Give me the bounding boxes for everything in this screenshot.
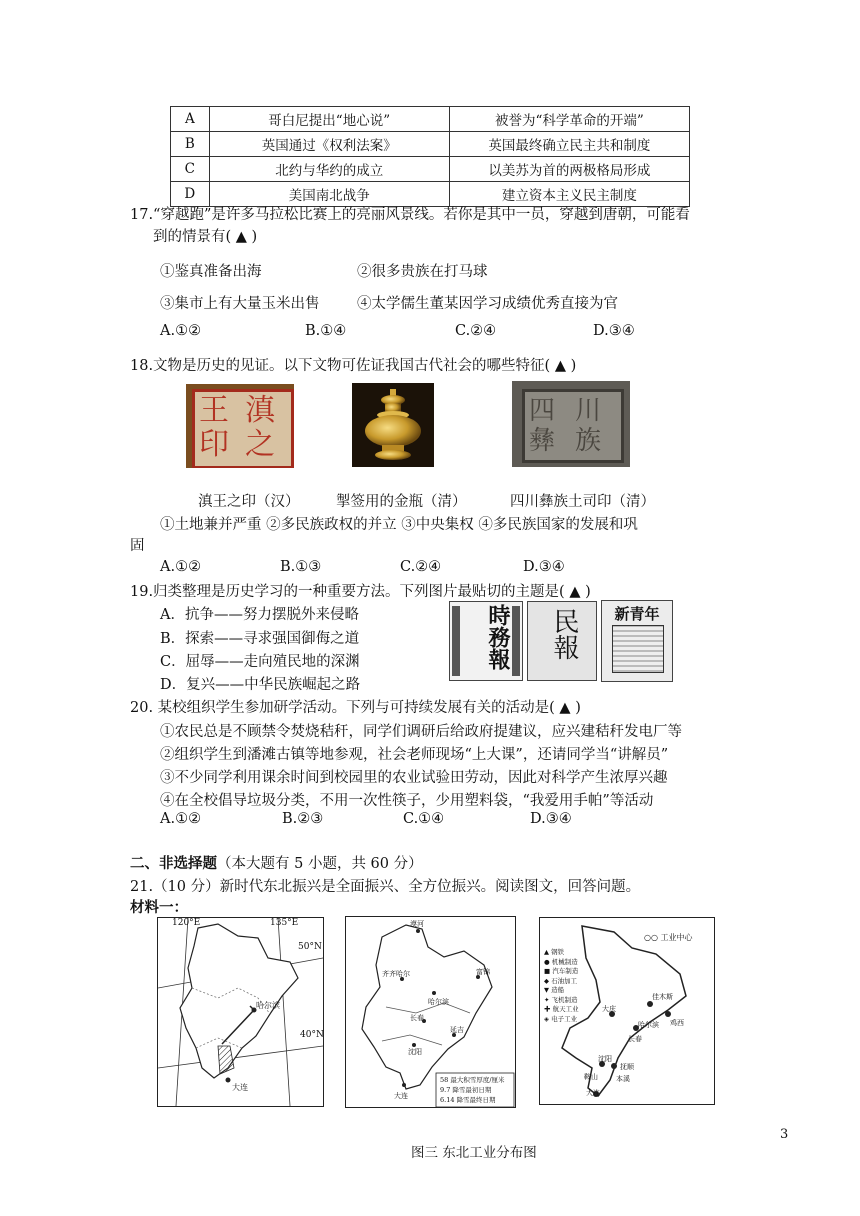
q18-caption-2: 掣签用的金瓶（清）: [336, 494, 467, 510]
q20-option-d: D.③④: [530, 811, 572, 827]
map-legend-item: ◈ 电子工业: [544, 1014, 578, 1023]
q18-caption-1: 滇王之印（汉）: [198, 494, 300, 510]
q21-material-label: 材料一：: [130, 899, 188, 916]
option-event: 英国通过《权利法案》: [209, 132, 449, 157]
magazine-title: 新青年: [614, 605, 660, 623]
map-legend-item: 58 最大积雪厚度/厘米: [440, 1076, 505, 1084]
map-city-label: 鸡西: [670, 1019, 684, 1027]
q18-statements-wrap: 固: [130, 538, 145, 554]
q19-option-b: B．探索——寻求强国御侮之道: [160, 631, 360, 647]
option-key: B: [171, 132, 210, 157]
q16-options-table: [170, 106, 690, 207]
golden-urn-image: [352, 383, 434, 467]
legend-label: 造船: [551, 986, 565, 994]
option-key: D: [171, 182, 210, 207]
map-city-label: 佳木斯: [652, 993, 673, 1001]
legend-label: 汽车制造: [552, 967, 579, 975]
map-legend-item: ◆ 石油加工: [544, 976, 578, 985]
map-city-label: 抚顺: [620, 1063, 634, 1071]
seal-char: 滇: [245, 393, 275, 428]
map-legend-item: 6.14 降雪最终日期: [440, 1096, 496, 1104]
q17-statement-4: ④太学儒生董某因学习成绩优秀直接为官: [357, 296, 618, 312]
q17-statement-3: ③集市上有大量玉米出售: [160, 296, 320, 312]
section-title: 二、非选择题: [130, 855, 217, 872]
map-label: 50°N: [298, 942, 322, 952]
q20-statement-4: ④在全校倡导垃圾分类，不用一次性筷子，少用塑料袋，“我爱用手帕”等活动: [160, 793, 654, 809]
q17-option-d: D.③④: [593, 323, 635, 339]
map-legend-title-text: 工业中心: [660, 933, 693, 942]
q18-caption-3: 四川彝族土司印（清）: [510, 494, 655, 510]
q17-stem-line2: 到的情景有( ▲ ): [153, 229, 258, 245]
option-key: A: [171, 107, 210, 132]
option-evaluation: 英国最终确立民主共和制度: [449, 132, 689, 157]
seal-face: [192, 389, 294, 468]
map-legend-item: ▲ 钢铁: [544, 948, 565, 956]
q19-option-a: A．抗争——努力摆脱外来侵略: [160, 607, 359, 623]
q19-stem: 19.归类整理是历史学习的一种重要方法。下列图片最贴切的主题是( ▲ ): [130, 584, 591, 600]
seal-char: 四: [529, 396, 556, 426]
map-city-label: 鞍山: [584, 1073, 598, 1081]
q20-statement-2: ②组织学生到潘滩古镇等地参观，社会老师现场“上大课”，还请同学当“讲解员”: [160, 747, 669, 763]
map-label: 40°N: [300, 1030, 324, 1040]
legend-label: 机械制造: [551, 957, 578, 966]
q17-statement-2: ②很多贵族在打马球: [357, 264, 488, 280]
northeast-location-map: [157, 917, 324, 1107]
northeast-industry-map: [539, 917, 715, 1105]
option-evaluation: 以美苏为首的两极格局形成: [449, 157, 689, 182]
map-legend: [544, 948, 596, 1024]
table-row: [171, 157, 690, 182]
shiwubao-newspaper-image: [449, 601, 523, 681]
map-legend-item: ■ 汽车制造: [544, 967, 579, 975]
northeast-snow-map: [345, 916, 516, 1108]
map-city-label: 长春: [410, 1014, 424, 1022]
map-city-label: 沈阳: [598, 1055, 612, 1063]
section-note: （本大题有 5 小题，共 60 分）: [217, 856, 423, 872]
seal-char: 彝: [529, 426, 556, 456]
option-evaluation: 建立资本主义民主制度: [449, 182, 689, 207]
map-city-label: 哈尔滨: [256, 1001, 280, 1010]
q21-stem: 21.（10 分）新时代东北振兴是全面振兴、全方位振兴。阅读图文，回答问题。: [130, 879, 641, 895]
q20-option-b: B.②③: [282, 811, 324, 827]
seal-face: [522, 389, 624, 463]
legend-label: 飞机制造: [551, 995, 578, 1004]
map-legend-item: ● 机械制造: [544, 957, 578, 966]
seal-char: 川: [575, 396, 602, 426]
map-city-label: 齐齐哈尔: [382, 970, 410, 978]
q18-option-d: D.③④: [523, 559, 565, 575]
q18-option-b: B.①③: [280, 559, 322, 575]
seal-char: 王: [199, 393, 229, 428]
q18-option-a: A.①②: [160, 559, 202, 575]
table-row: [171, 132, 690, 157]
map-city-label: 本溪: [616, 1075, 630, 1083]
map-city-label: 大连: [232, 1083, 248, 1092]
map-legend-item: ✦ 飞机制造: [544, 995, 578, 1004]
golden-urn-icon: [352, 383, 434, 467]
newspaper-title: 時務報: [485, 604, 511, 670]
map-legend-title: ○○ 工业中心: [644, 933, 693, 942]
yi-chieftain-seal-image: [512, 381, 630, 467]
seal-char: 族: [575, 426, 602, 456]
q18-stem: 18.文物是历史的见证。以下文物可佐证我国古代社会的哪些特征( ▲ ): [130, 358, 577, 374]
section-heading: [130, 853, 423, 875]
q18-option-c: C.②④: [400, 559, 442, 575]
map-city-label: 大连: [394, 1092, 408, 1100]
q20-statement-1: ①农民总是不顾禁令焚烧秸秆，同学们调研后给政府提建议，应兴建秸秆发电厂等: [160, 724, 682, 740]
figure-caption: 图三 东北工业分布图: [411, 1145, 537, 1161]
legend-label: 电子工业: [551, 1014, 578, 1023]
seal-char: 印: [199, 427, 229, 462]
q20-option-a: A.①②: [160, 811, 202, 827]
map-city-label: 漠河: [410, 920, 424, 928]
option-event: 哥白尼提出“地心说”: [209, 107, 449, 132]
table-row: [171, 182, 690, 207]
q20-option-c: C.①④: [403, 811, 445, 827]
map-legend-item: ✚ 航天工业: [544, 1005, 579, 1013]
map-city-label: 长春: [628, 1035, 642, 1043]
legend-label: 钢铁: [551, 948, 565, 956]
q19-option-c: C．屈辱——走向殖民地的深渊: [160, 654, 360, 670]
minbao-newspaper-image: [527, 601, 597, 681]
map-city-label: 大庆: [602, 1005, 616, 1013]
option-evaluation: 被誉为“科学革命的开端”: [449, 107, 689, 132]
option-key: C: [171, 157, 210, 182]
map-city-label: 哈尔滨: [638, 1021, 659, 1029]
map-label: 135°E: [270, 918, 299, 928]
q18-statements: ①土地兼并严重 ②多民族政权的并立 ③中央集权 ④多民族国家的发展和巩: [160, 517, 638, 533]
table-row: [171, 107, 690, 132]
map-city-label: 富锦: [476, 968, 490, 976]
masthead-column: [452, 606, 460, 676]
map-city-label: 哈尔滨: [428, 998, 449, 1006]
map-label: 120°E: [172, 918, 201, 928]
legend-label: 石油加工: [551, 976, 578, 985]
masthead-column: [512, 606, 520, 676]
map-city-label: 大连: [586, 1089, 600, 1097]
option-event: 北约与华约的成立: [209, 157, 449, 182]
newspaper-title: 民報: [549, 608, 579, 660]
q17-stem-line1: 17.“穿越跑”是许多马拉松比赛上的亮丽风景线。若你是其中一员，穿越到唐朝，可能看: [130, 207, 690, 223]
seal-char: 之: [245, 427, 275, 462]
map-legend-item: 9.7 降雪最初日期: [440, 1086, 492, 1094]
q17-statement-1: ①鉴真准备出海: [160, 264, 262, 280]
map-city-label: 延吉: [450, 1026, 464, 1034]
q20-stem: 20. 某校组织学生参加研学活动。下列与可持续发展有关的活动是( ▲ ): [130, 700, 581, 716]
q17-option-b: B.①④: [305, 323, 347, 339]
dian-king-seal-image: [186, 384, 294, 468]
q19-option-d: D．复兴——中华民族崛起之路: [160, 677, 361, 693]
map-city-label: 沈阳: [408, 1048, 422, 1056]
legend-label: 航天工业: [552, 1005, 579, 1013]
option-event: 美国南北战争: [209, 182, 449, 207]
new-youth-magazine-image: [601, 600, 673, 682]
q17-option-a: A.①②: [160, 323, 202, 339]
page-number: 3: [780, 1127, 789, 1142]
map-legend-item: ▼ 造船: [544, 986, 565, 994]
q20-statement-3: ③不少同学利用课余时间到校园里的农业试验田劳动，因此对科学产生浓厚兴趣: [160, 770, 668, 786]
q17-option-c: C.②④: [455, 323, 497, 339]
magazine-cover-art: [612, 625, 664, 673]
